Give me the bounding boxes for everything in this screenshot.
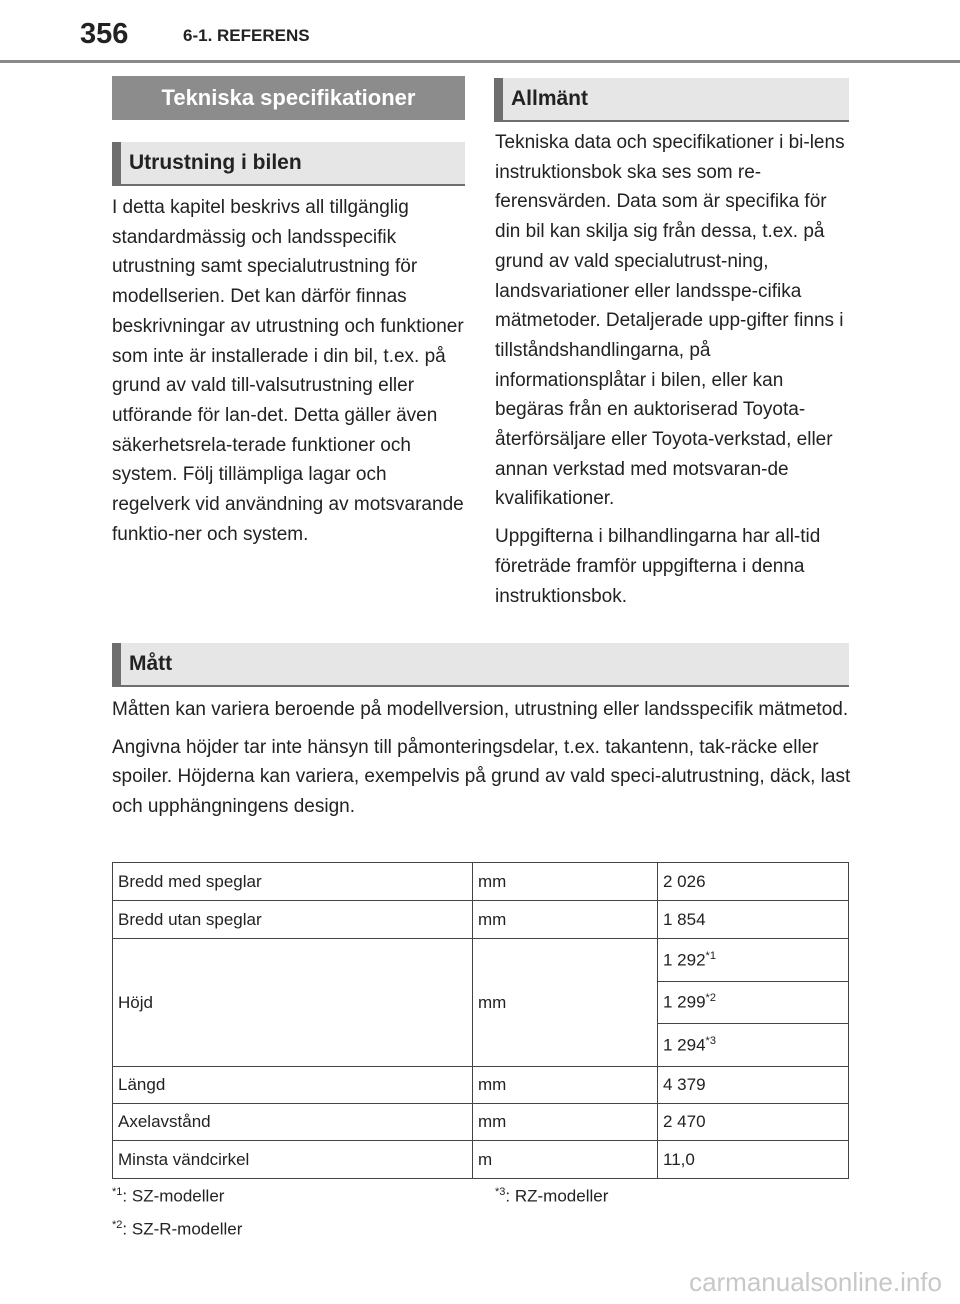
row-unit: m <box>473 1141 658 1179</box>
chapter-title: 6-1. REFERENS <box>183 26 310 45</box>
row-unit: mm <box>473 863 658 901</box>
row-label: Axelavstånd <box>113 1104 473 1141</box>
height-value: 1 299 <box>663 992 706 1012</box>
header-divider <box>0 60 960 63</box>
footnote-text: : SZ-R-modeller <box>122 1219 243 1239</box>
table-row <box>113 1067 849 1104</box>
section-banner: Tekniska specifikationer <box>112 76 465 120</box>
row-label: Bredd utan speglar <box>113 901 473 939</box>
footnote-text: : RZ-modeller <box>505 1186 609 1206</box>
matt-paragraph-1: Måtten kan variera beroende på modellversion, utrustning eller landsspecifik mätmetod. <box>112 699 849 720</box>
table-row <box>113 863 849 901</box>
footnote-3 <box>495 1186 608 1207</box>
footnote-mark: *2 <box>112 1219 123 1231</box>
row-value: 2 470 <box>658 1104 849 1141</box>
row-label: Minsta vändcirkel <box>113 1141 473 1179</box>
height-value-2 <box>658 982 849 1024</box>
page-number: 356 <box>80 18 129 50</box>
row-value: 2 026 <box>658 863 849 901</box>
right-paragraph-2: Uppgifterna i bilhandlingarna har all-tid företräde framför uppgifterna i denna instruktionsbok. <box>495 526 821 607</box>
height-value: 1 292 <box>663 950 706 970</box>
height-value-3 <box>658 1024 849 1067</box>
table-row <box>113 1104 849 1141</box>
row-value: 4 379 <box>658 1067 849 1104</box>
footnote-mark: *2 <box>705 992 716 1005</box>
footnote-mark: *3 <box>705 1034 716 1047</box>
height-label: Höjd <box>113 939 473 1067</box>
footnote-text: : SZ-modeller <box>122 1186 225 1206</box>
row-unit: mm <box>473 1067 658 1104</box>
footnote-mark: *1 <box>112 1186 123 1198</box>
footnote-mark: *1 <box>705 949 716 962</box>
table-row <box>113 901 849 939</box>
matt-body <box>112 695 852 822</box>
left-body <box>112 193 467 549</box>
right-paragraph-1: Tekniska data och specifikationer i bi-lens instruktionsbok ska ses som re-ferensvärden. Data som är specifika för din bil kan skilja sig från dessa, t.ex. på grund av vald specialutrust-ning, landsvariationer eller landsspe-cifika mätmetoder. Detaljerade upp-gifter finns i tillståndshandlingarna, på informationsplåtar i bilen, eller kan begäras från en auktoriserad Toyota-återförsäljare eller Toyota-verkstad, eller annan verkstad med motsvaran-de kvalifikationer. <box>495 132 845 510</box>
height-unit: mm <box>473 939 658 1067</box>
dimensions-table <box>112 862 849 1179</box>
height-value-1 <box>658 939 849 982</box>
watermark: carmanualsonline.info <box>689 1267 942 1297</box>
subhead-allmant: Allmänt <box>494 78 849 122</box>
row-label: Längd <box>113 1067 473 1104</box>
row-label: Bredd med speglar <box>113 863 473 901</box>
height-value: 1 294 <box>663 1035 706 1055</box>
footnote-mark: *3 <box>495 1186 506 1198</box>
page-header <box>0 0 960 64</box>
left-paragraph: I detta kapitel beskrivs all tillgänglig standardmässig och landsspecifik utrustning samt specialutrustning för modellserien. Det kan därför finnas beskrivningar av utrustning och funktioner som inte är installerade i din bil, t.ex. på grund av vald till-valsutrustning eller utförande för lan-det. Detta gäller även säkerhetsrela-terade funktioner och system. Följ tillämpliga lagar och regelverk vid användning av motsvarande funktio-ner och system. <box>112 197 464 545</box>
subhead-matt: Mått <box>112 643 849 687</box>
matt-paragraph-2: Angivna höjder tar inte hänsyn till påmonteringsdelar, t.ex. takantenn, tak-räcke eller spoiler. Höjderna kan variera, exempelvis på grund av vald speci-alutrustning, däck, last och upphängningens design. <box>112 736 851 818</box>
table-row <box>113 1141 849 1179</box>
row-value: 11,0 <box>658 1141 849 1179</box>
subhead-utrustning: Utrustning i bilen <box>112 142 465 186</box>
row-unit: mm <box>473 1104 658 1141</box>
row-unit: mm <box>473 901 658 939</box>
footnote-2 <box>112 1219 242 1240</box>
table-row-height <box>113 939 849 982</box>
footnote-1 <box>112 1186 224 1207</box>
right-body <box>495 128 848 611</box>
row-value: 1 854 <box>658 901 849 939</box>
